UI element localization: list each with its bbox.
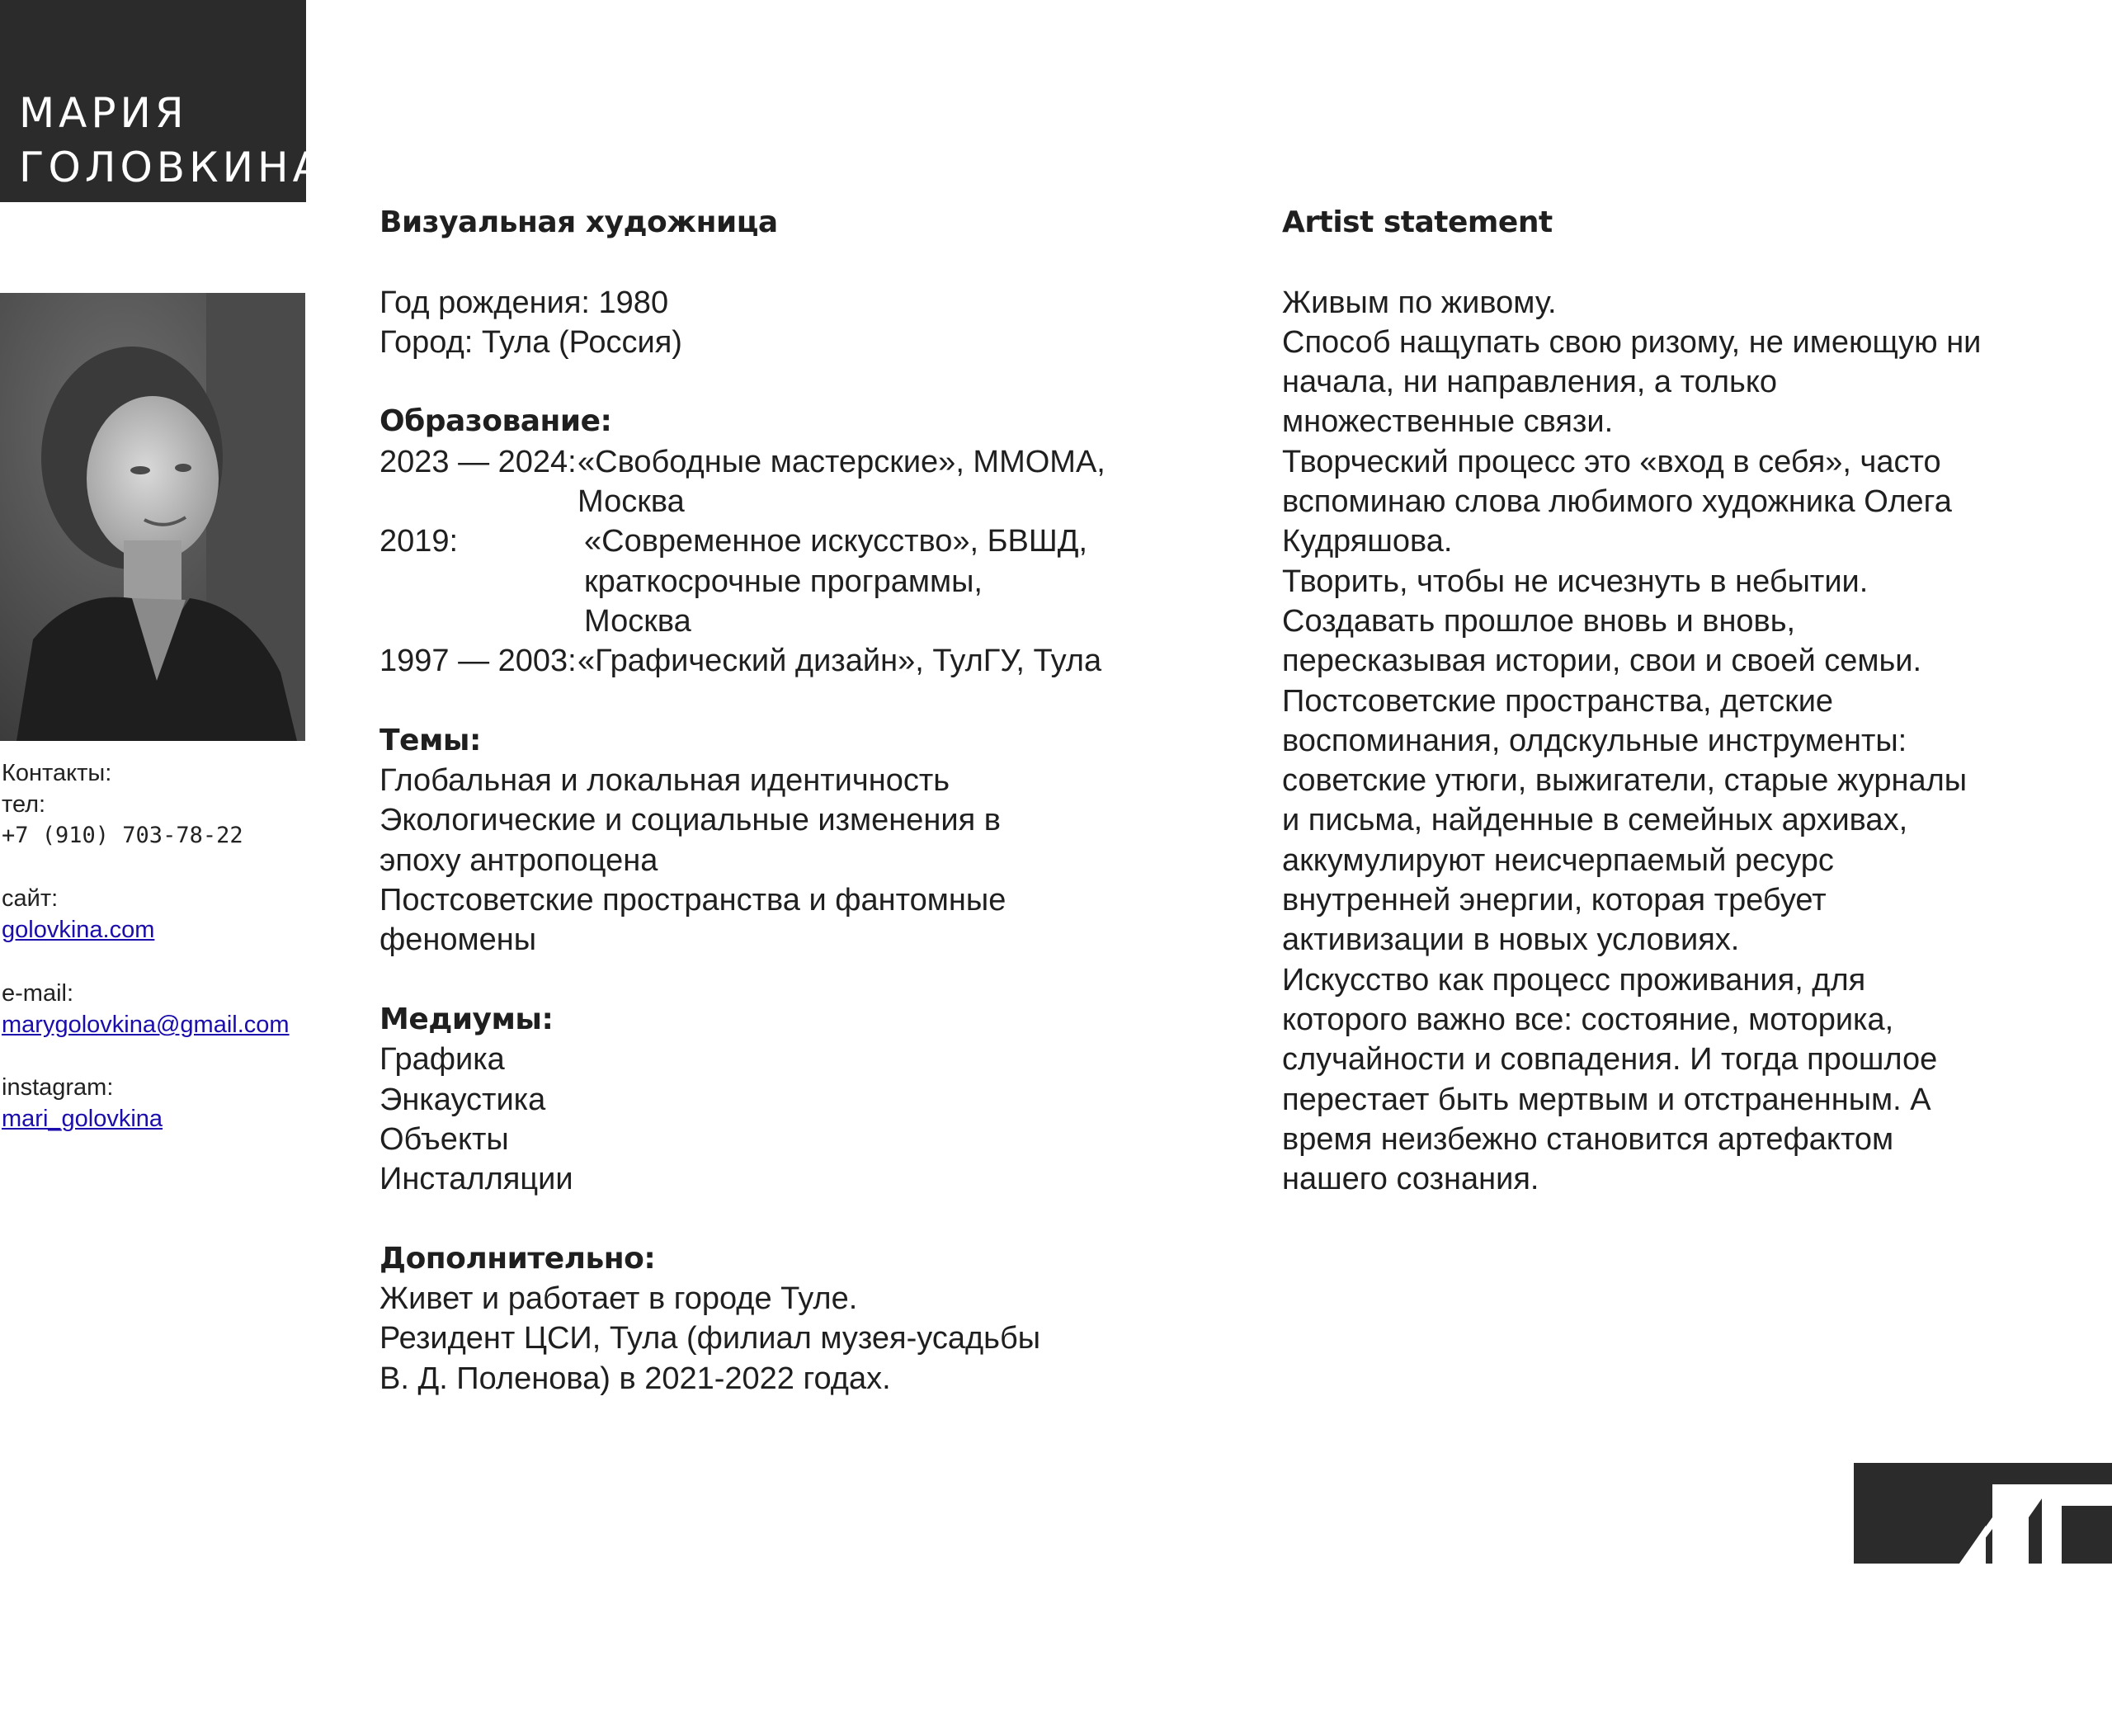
- logo-mark-icon: [1854, 1463, 2112, 1564]
- statement-line: время неизбежно становится артефактом: [1282, 1121, 1894, 1157]
- statement-line: перестает быть мертвым и отстраненным. А: [1282, 1082, 1931, 1117]
- portrait-photo: [0, 293, 305, 741]
- education-item: [380, 442, 1172, 522]
- name-block: [0, 0, 325, 202]
- extra-line: Живет и работает в городе Туле.: [380, 1281, 858, 1317]
- themes-line: Глобальная и локальная идентичность: [380, 763, 950, 799]
- instagram-label: instagram:: [2, 1074, 114, 1101]
- education-line: «Современное искусство», БВШД,: [584, 524, 1088, 559]
- statement-line: Творить, чтобы не исчезнуть в небытии.: [1282, 564, 1869, 599]
- statement-line: Постсоветские пространства, детские: [1282, 683, 1834, 719]
- instagram-link[interactable]: mari_golovkina: [2, 1106, 163, 1132]
- education-years: 2023 — 2024:: [380, 444, 577, 479]
- statement-line: советские утюги, выжигатели, старые журналы: [1282, 763, 1968, 799]
- themes-line: эпоху антропоцена: [380, 842, 658, 878]
- birth-year: Год рождения: 1980: [380, 285, 669, 320]
- statement-heading: Artist statement: [1282, 205, 1553, 239]
- city: Город: Тула (Россия): [380, 324, 682, 360]
- statement-line: внутренней энергии, которая требует: [1282, 883, 1827, 918]
- education-item: [380, 641, 1172, 681]
- education-item: [380, 521, 1172, 641]
- education-line: Москва: [584, 603, 691, 639]
- bio-column: [380, 203, 1172, 1399]
- statement-line: воспоминания, олдскульные инструменты:: [1282, 723, 1907, 758]
- mg-monogram-logo: [1854, 1463, 2112, 1564]
- themes-line: Постсоветские пространства и фантомные: [380, 883, 1006, 918]
- themes-line: Экологические и социальные изменения в: [380, 803, 1001, 838]
- phone-number[interactable]: +7 (910) 703-78-22: [2, 823, 243, 848]
- media-heading: Медиумы:: [380, 1002, 554, 1036]
- education-years: 1997 — 2003:: [380, 644, 577, 679]
- statement-line: случайности и совпадения. И тогда прошлое: [1282, 1042, 1938, 1078]
- statement-line: активизации в новых условиях.: [1282, 922, 1740, 958]
- email-link[interactable]: marygolovkina@gmail.com: [2, 1012, 290, 1038]
- education-years: 2019:: [380, 524, 459, 559]
- name-first: МАРИЯ: [19, 89, 188, 137]
- themes-line: феномены: [380, 922, 537, 958]
- statement-line: множественные связи.: [1282, 404, 1614, 440]
- statement-line: Кудряшова.: [1282, 524, 1453, 559]
- contacts-title: Контакты:: [2, 760, 112, 786]
- media-item: Объекты: [380, 1121, 509, 1157]
- extra-line: Резидент ЦСИ, Тула (филиал музея-усадьбы: [380, 1321, 1041, 1356]
- statement-line: Творческий процесс это «вход в себя», часто: [1282, 444, 1941, 479]
- email-label: e-mail:: [2, 980, 74, 1007]
- role-heading: Визуальная художница: [380, 205, 778, 239]
- name-last: ГОЛОВКИНА: [19, 144, 325, 191]
- education-line: Москва: [578, 484, 685, 520]
- media-item: Инсталляции: [380, 1162, 573, 1197]
- media-item: Энкаустика: [380, 1082, 546, 1117]
- media-item: Графика: [380, 1042, 505, 1078]
- extra-line: В. Д. Поленова) в 2021-2022 годах.: [380, 1361, 891, 1396]
- statement-line: Способ нащупать свою ризому, не имеющую ни: [1282, 324, 1982, 360]
- portrait-image: [0, 293, 305, 741]
- statement-text: [1282, 283, 2107, 1200]
- education-heading: Образование:: [380, 404, 612, 439]
- statement-line: Искусство как процесс проживания, для: [1282, 962, 1866, 998]
- statement-line: пересказывая истории, свои и своей семьи.: [1282, 644, 1922, 679]
- statement-column: [1282, 203, 2107, 1199]
- statement-line: Живым по живому.: [1282, 285, 1557, 320]
- contacts-block: [2, 757, 315, 1135]
- phone-label: тел:: [2, 791, 46, 818]
- education-line: краткосрочные программы,: [584, 564, 983, 599]
- themes-heading: Темы:: [380, 723, 481, 757]
- extra-heading: Дополнительно:: [380, 1241, 656, 1276]
- site-link[interactable]: golovkina.com: [2, 917, 155, 943]
- statement-line: начала, ни направления, а только: [1282, 365, 1778, 400]
- statement-line: Создавать прошлое вновь и вновь,: [1282, 603, 1796, 639]
- statement-line: и письма, найденные в семейных архивах,: [1282, 803, 1908, 838]
- statement-line: вспоминаю слова любимого художника Олега: [1282, 484, 1952, 520]
- statement-line: которого важно все: состояние, моторика,: [1282, 1002, 1894, 1037]
- statement-line: аккумулируют неисчерпаемый ресурс: [1282, 842, 1834, 878]
- education-line: «Свободные мастерские», ММОМА,: [578, 444, 1106, 479]
- site-label: сайт:: [2, 885, 59, 912]
- statement-line: нашего сознания.: [1282, 1162, 1539, 1197]
- education-line: «Графический дизайн», ТулГУ, Тула: [578, 644, 1102, 679]
